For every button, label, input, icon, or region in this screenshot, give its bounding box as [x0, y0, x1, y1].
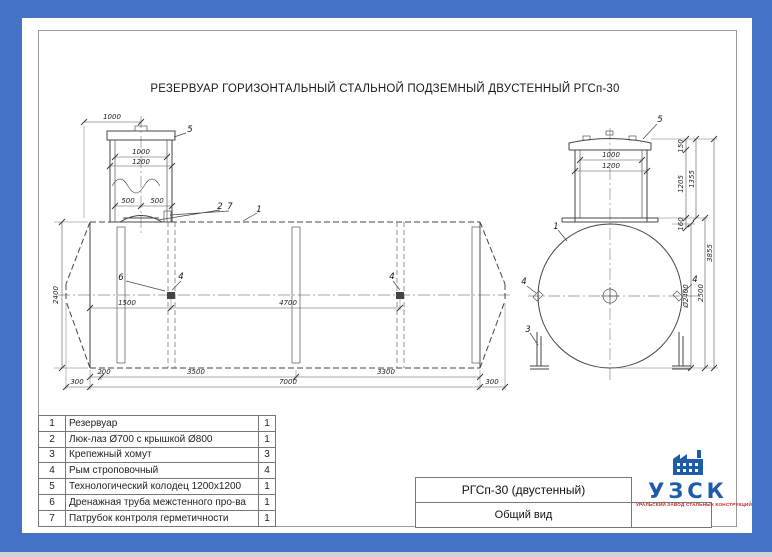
dim-label: 3300	[377, 368, 395, 376]
part-qty: 4	[259, 463, 276, 479]
part-qty: 1	[259, 431, 276, 447]
part-name: Рым строповочный	[66, 463, 259, 479]
table-row	[39, 416, 276, 432]
part-no: 2	[39, 431, 66, 447]
dim-label: 500	[150, 197, 164, 205]
dim-label: 1200	[132, 158, 150, 166]
table-row	[39, 463, 276, 479]
dim-label: 160	[677, 217, 685, 231]
dim-label: 1000	[103, 113, 121, 121]
part-no: 5	[39, 479, 66, 495]
dim-label: 3500	[187, 368, 205, 376]
part-name: Крепежный хомут	[66, 447, 259, 463]
table-row	[39, 447, 276, 463]
part-no: 4	[39, 463, 66, 479]
callout-number-sling-eye: 4	[178, 272, 184, 282]
callout-number-manhole: 2	[217, 202, 223, 212]
callout-number-sling-eye: 4	[389, 272, 395, 282]
callout-number-reservoir: 1	[256, 205, 262, 215]
part-no: 1	[39, 416, 66, 432]
dim-label: 7000	[279, 378, 297, 386]
dim-label: 1200	[602, 162, 620, 170]
dim-label: 1000	[132, 148, 150, 156]
part-qty: 1	[259, 510, 276, 526]
dim-label: Ø2400	[682, 284, 690, 308]
part-name: Технологический колодец 1200х1200	[66, 479, 259, 495]
dim-label: 150	[677, 139, 685, 153]
table-row	[39, 431, 276, 447]
callout-number-well: 5	[187, 125, 193, 135]
end-view	[521, 115, 718, 382]
callout-number-sling-eye: 4	[521, 277, 527, 287]
center-cross	[601, 287, 619, 305]
control-stub	[164, 211, 171, 222]
callout-number-control: 7	[227, 202, 233, 212]
dim-label: 1000	[602, 151, 620, 159]
dim-label: 1500	[118, 299, 136, 307]
parts-table	[38, 415, 276, 527]
part-name: Патрубок контроля герметичности	[66, 510, 259, 526]
callout-number-sling-eye: 4	[692, 275, 698, 285]
dim-label: 1205	[677, 175, 685, 193]
side-extension-lines	[54, 126, 505, 390]
side-centerline	[58, 116, 512, 295]
part-no: 7	[39, 510, 66, 526]
clamp-straps	[530, 332, 691, 369]
callout-number-well: 5	[657, 115, 663, 125]
part-qty: 1	[259, 494, 276, 510]
factory-icon	[670, 449, 706, 476]
dim-label: 200	[97, 368, 111, 376]
logo-tagline: УРАЛЬСКИЙ ЗАВОД СТАЛЬНЫХ КОНСТРУКЦИЙ	[636, 502, 753, 507]
logo-text: УЗСК	[648, 479, 728, 503]
dim-label: 300	[70, 378, 84, 386]
table-row	[39, 494, 276, 510]
part-qty: 1	[259, 416, 276, 432]
dim-label: 300	[485, 378, 499, 386]
side-dim-ticks	[59, 119, 508, 390]
part-name: Люк-лаз Ø700 с крышкой Ø800	[66, 431, 259, 447]
part-qty: 3	[259, 447, 276, 463]
dim-label: 2400	[52, 286, 60, 304]
uzsk-logo	[636, 449, 753, 507]
dim-label: 4700	[279, 299, 297, 307]
dim-label: 1355	[688, 170, 696, 188]
title-block-view: Общий вид	[415, 502, 632, 528]
dim-label: 3855	[706, 244, 714, 262]
end-extension-lines	[614, 139, 718, 368]
part-no: 6	[39, 494, 66, 510]
sling-eye-left	[167, 292, 175, 299]
part-name: Резервуар	[66, 416, 259, 432]
callout-number-drain: 6	[118, 273, 124, 283]
drawing-title: РЕЗЕРВУАР ГОРИЗОНТАЛЬНЫЙ СТАЛЬНОЙ ПОДЗЕМНЫЙ ДВУСТЕННЫЙ РГСп-30	[150, 83, 620, 95]
dim-label: 500	[121, 197, 135, 205]
callout-number-clamp: 3	[525, 325, 531, 335]
part-name: Дренажная труба межстенного про-ва	[66, 494, 259, 510]
dim-label: 2500	[697, 284, 705, 302]
part-no: 3	[39, 447, 66, 463]
title-block-model: РГСп-30 (двустенный)	[415, 477, 632, 503]
table-row	[39, 479, 276, 495]
table-row	[39, 510, 276, 526]
callout-number-reservoir: 1	[553, 222, 559, 232]
part-qty: 1	[259, 479, 276, 495]
side-view	[52, 113, 512, 390]
side-dimension-lines	[62, 122, 505, 387]
sling-eye-right	[396, 292, 404, 299]
